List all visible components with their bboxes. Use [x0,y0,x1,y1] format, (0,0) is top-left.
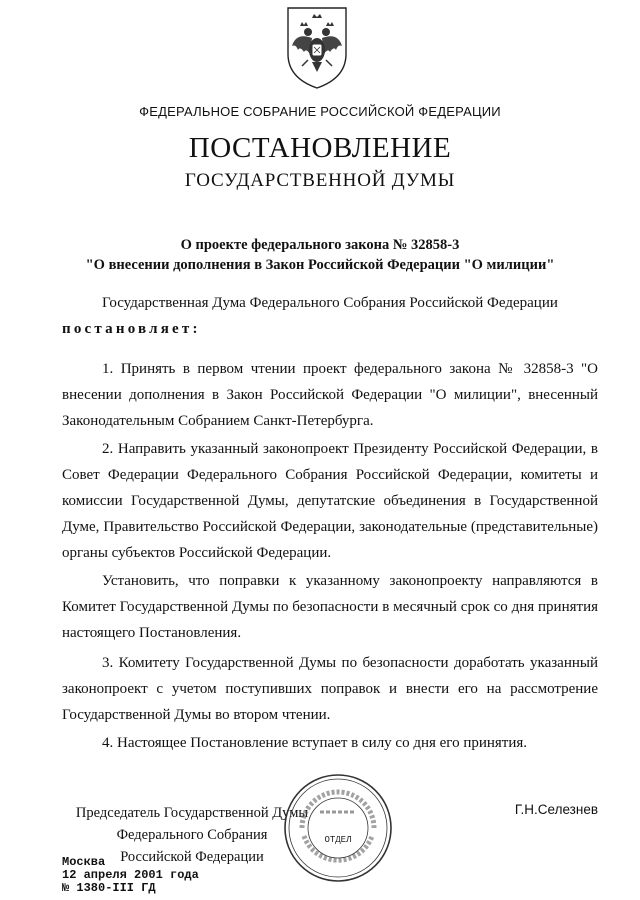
subject-line-1: О проекте федерального закона № 32858-3 [180,237,460,253]
paragraph-3: 3. Комитету Государственной Думы по безопасности доработать указанный законопроект с учетом поступивших поправок и внести его на рассмотрение Государственной Думы во втором чтении. [62,655,598,723]
stamp-center-text: ОТДЕЛ [324,835,352,845]
signatory-title-line-3: Российской Федерации [120,849,264,865]
decree-word: постановляет: [62,321,201,337]
signatory-title-line-1: Председатель Государственной Думы [75,805,309,821]
signatory-name: Г.Н.Селезнев [514,802,598,817]
subject-line-2: "О внесении дополнения в Закон Российской Федерации "О милиции" [85,257,555,273]
footer-date: 12 апреля 2001 года [62,868,199,882]
document-footer [62,856,199,895]
document-subject [0,235,640,275]
document-title: ПОСТАНОВЛЕНИЕ [188,132,452,164]
coat-of-arms-icon [282,6,352,90]
footer-number: № 1380-III ГД [62,881,156,895]
signatory-title-line-2: Федерального Собрания [116,827,268,843]
footer-city: Москва [62,855,106,869]
preamble-text: Государственная Дума Федерального Собрания Российской Федерации [102,295,558,311]
parliament-name: ФЕДЕРАЛЬНОЕ СОБРАНИЕ РОССИЙСКОЙ ФЕДЕРАЦИИ [139,104,501,119]
paragraph-4: 4. Настоящее Постановление вступает в силу со дня его принятия. [102,735,528,751]
document-subtitle: ГОСУДАРСТВЕННОЙ ДУМЫ [184,170,456,191]
paragraph-2: 2. Направить указанный законопроект Президенту Российской Федерации, в Совет Федерации Федерального Собрания Российской Федерации, комитеты и комиссии Государственной Думы, депутатские объединения в Государственной Думе, Правительство Российской Федерации, законодательные (представительные) органы субъектов Российской Федерации. [62,441,598,561]
paragraph-1: 1. Принять в первом чтении проект федерального закона № 32858-3 "О внесении дополнения в Закон Российской Федерации "О милиции", внесенный Законодательным Собранием Санкт-Петербурга. [62,361,598,429]
seal-stamp-icon [282,772,394,884]
paragraph-2-continuation: Установить, что поправки к указанному законопроекту направляются в Комитет Государственной Думы по безопасности в месячный срок со дня принятия настоящего Постановления. [62,573,598,641]
